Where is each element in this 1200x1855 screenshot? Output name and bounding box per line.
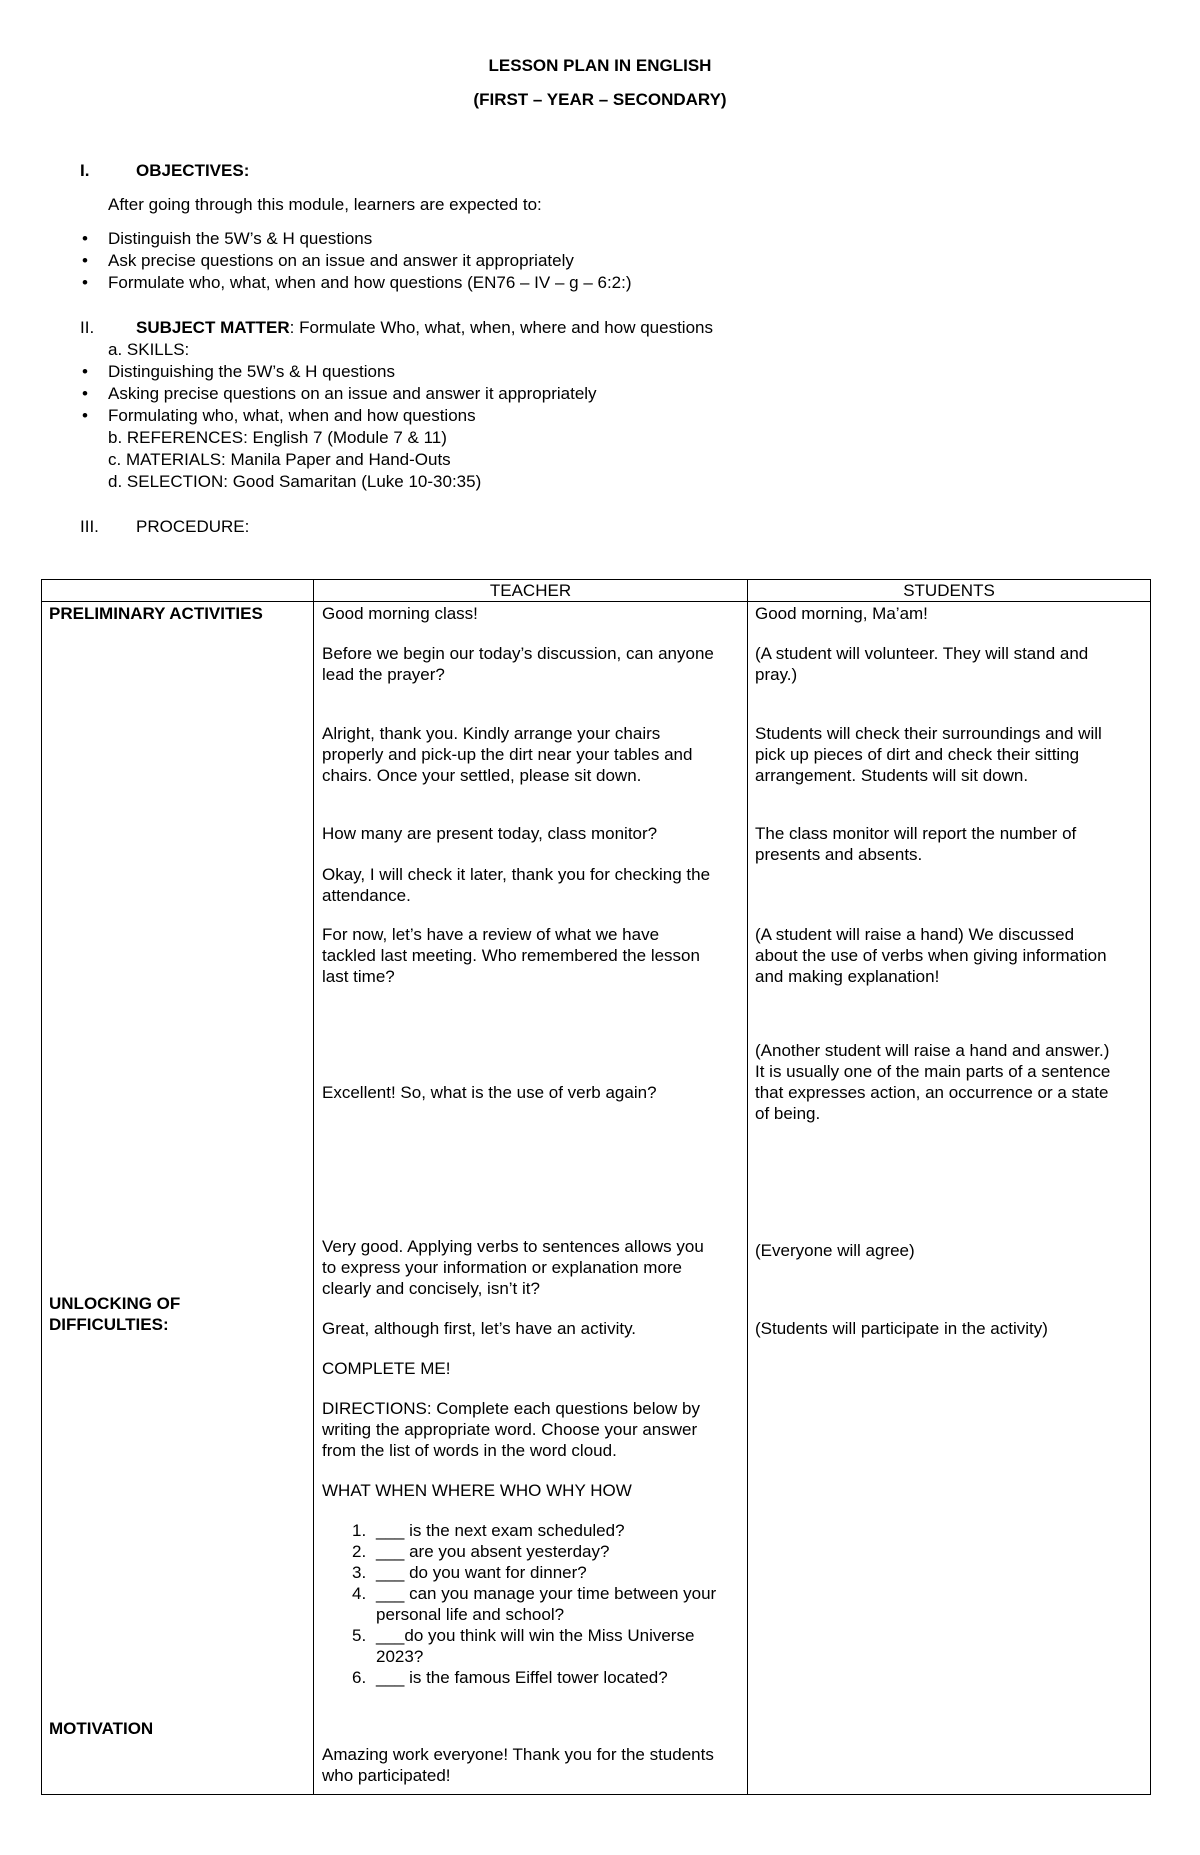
students-raise-line1: (A student will raise a hand) We discussed bbox=[755, 925, 1075, 944]
question-number: 4. bbox=[352, 1584, 367, 1603]
teacher-directions-line2: writing the appropriate word. Choose your answer bbox=[322, 1420, 698, 1439]
teacher-amazing-line1: Amazing work everyone! Thank you for the students bbox=[322, 1745, 714, 1764]
teacher-header: TEACHER bbox=[314, 580, 748, 602]
subject-numeral: II. bbox=[80, 318, 95, 337]
question-text: ___ is the next exam scheduled? bbox=[376, 1521, 625, 1540]
students-monitor-line2: presents and absents. bbox=[755, 845, 923, 864]
question-text-cont: personal life and school? bbox=[376, 1605, 565, 1624]
teacher-review-line2: tackled last meeting. Who remembered the lesson bbox=[322, 946, 700, 965]
table-header-row bbox=[42, 580, 1151, 602]
question-text: ___ do you want for dinner? bbox=[376, 1563, 587, 1582]
document-title: LESSON PLAN IN ENGLISH bbox=[488, 56, 712, 75]
question-number: 6. bbox=[352, 1668, 367, 1687]
section-unlocking-line2: DIFFICULTIES: bbox=[49, 1315, 169, 1334]
students-raise-line2: about the use of verbs when giving information bbox=[755, 946, 1107, 965]
question-number: 2. bbox=[352, 1542, 367, 1561]
objectives-intro: After going through this module, learners are expected to: bbox=[108, 195, 542, 214]
skill-item: • Distinguishing the 5W’s & H questions bbox=[108, 361, 395, 383]
teacher-chairs-line3: chairs. Once your settled, please sit down. bbox=[322, 766, 642, 785]
students-another-line4: of being. bbox=[755, 1104, 821, 1123]
students-monitor-line1: The class monitor will report the number of bbox=[755, 824, 1077, 843]
question-list bbox=[322, 1520, 742, 1688]
students-another-line3: that expresses action, an occurrence or a state bbox=[755, 1083, 1109, 1102]
list-item bbox=[322, 1625, 742, 1667]
teacher-check-line2: attendance. bbox=[322, 886, 411, 905]
teacher-chairs-line1: Alright, thank you. Kindly arrange your chairs bbox=[322, 724, 661, 743]
teacher-verb-question: Excellent! So, what is the use of verb again? bbox=[322, 1083, 657, 1102]
teacher-prayer-line2: lead the prayer? bbox=[322, 665, 445, 684]
objective-item: • Formulate who, what, when and how questions (EN76 – IV – g – 6:2:) bbox=[108, 272, 632, 294]
subject-matter-line bbox=[136, 317, 713, 339]
question-text: ___do you think will win the Miss Universe bbox=[376, 1626, 695, 1645]
references: b. REFERENCES: English 7 (Module 7 & 11) bbox=[108, 428, 447, 447]
students-check-line3: arrangement. Students will sit down. bbox=[755, 766, 1029, 785]
skill-item: • Asking precise questions on an issue and answer it appropriately bbox=[108, 383, 597, 405]
objectives-heading: OBJECTIVES: bbox=[136, 161, 250, 180]
teacher-review-line1: For now, let’s have a review of what we have bbox=[322, 925, 660, 944]
teacher-activity: Great, although first, let’s have an activity. bbox=[322, 1319, 637, 1338]
teacher-good-line3: clearly and concisely, isn’t it? bbox=[322, 1279, 540, 1298]
skill-item: • Formulating who, what, when and how questions bbox=[108, 405, 476, 427]
procedure-numeral: III. bbox=[80, 517, 99, 536]
section-preliminary: PRELIMINARY ACTIVITIES bbox=[49, 604, 263, 623]
teacher-review-line3: last time? bbox=[322, 967, 395, 986]
table-body-row bbox=[42, 602, 1151, 1795]
list-item bbox=[322, 1562, 742, 1583]
teacher-directions-line3: from the list of words in the word cloud. bbox=[322, 1441, 617, 1460]
teacher-word-cloud: WHAT WHEN WHERE WHO WHY HOW bbox=[322, 1481, 632, 1500]
question-text-cont: 2023? bbox=[376, 1647, 424, 1666]
students-greeting: Good morning, Ma’am! bbox=[755, 604, 928, 623]
students-pray-line1: (A student will volunteer. They will stand and bbox=[755, 644, 1089, 663]
header-blank-cell bbox=[42, 580, 314, 602]
teacher-good-line1: Very good. Applying verbs to sentences allows you bbox=[322, 1237, 704, 1256]
section-unlocking-line1: UNLOCKING OF bbox=[49, 1294, 181, 1313]
objective-item: • Distinguish the 5W’s & H questions bbox=[108, 228, 372, 250]
question-number: 3. bbox=[352, 1563, 367, 1582]
list-item bbox=[322, 1667, 742, 1688]
objective-item: • Ask precise questions on an issue and answer it appropriately bbox=[108, 250, 574, 272]
question-number: 5. bbox=[352, 1626, 367, 1645]
students-pray-line2: pray.) bbox=[755, 665, 798, 684]
procedure-heading: PROCEDURE: bbox=[136, 517, 250, 536]
list-item bbox=[322, 1520, 742, 1541]
list-item bbox=[322, 1541, 742, 1562]
students-header: STUDENTS bbox=[748, 580, 1151, 602]
question-text: ___ is the famous Eiffel tower located? bbox=[376, 1668, 668, 1687]
teacher-good-line2: to express your information or explanation more bbox=[322, 1258, 683, 1277]
teacher-directions-line1: DIRECTIONS: Complete each questions below by bbox=[322, 1399, 700, 1418]
subject-heading: SUBJECT MATTER bbox=[136, 318, 290, 337]
subject-text: : Formulate Who, what, when, where and how questions bbox=[289, 318, 713, 337]
objectives-numeral: I. bbox=[80, 161, 90, 180]
selection: d. SELECTION: Good Samaritan (Luke 10-30:35) bbox=[108, 472, 482, 491]
section-motivation: MOTIVATION bbox=[49, 1719, 154, 1738]
teacher-chairs-line2: properly and pick-up the dirt near your tables and bbox=[322, 745, 693, 764]
students-raise-line3: and making explanation! bbox=[755, 967, 940, 986]
students-participate: (Students will participate in the activity) bbox=[755, 1319, 1048, 1338]
document-subtitle: (FIRST – YEAR – SECONDARY) bbox=[473, 90, 727, 109]
question-text: ___ can you manage your time between your bbox=[376, 1584, 717, 1603]
teacher-amazing-line2: who participated! bbox=[322, 1766, 451, 1785]
teacher-prayer-line1: Before we begin our today’s discussion, can anyone bbox=[322, 644, 714, 663]
students-column bbox=[748, 602, 1151, 1795]
teacher-greeting: Good morning class! bbox=[322, 604, 478, 623]
students-another-line2: It is usually one of the main parts of a sentence bbox=[755, 1062, 1111, 1081]
procedure-table bbox=[41, 579, 1151, 1795]
teacher-column bbox=[314, 602, 748, 1795]
students-agree: (Everyone will agree) bbox=[755, 1241, 915, 1260]
section-column bbox=[42, 602, 314, 1795]
materials: c. MATERIALS: Manila Paper and Hand-Outs bbox=[108, 450, 451, 469]
question-number: 1. bbox=[352, 1521, 367, 1540]
students-check-line1: Students will check their surroundings and will bbox=[755, 724, 1102, 743]
teacher-check-line1: Okay, I will check it later, thank you for checking the bbox=[322, 865, 711, 884]
teacher-present: How many are present today, class monitor? bbox=[322, 824, 658, 843]
students-check-line2: pick up pieces of dirt and check their sitting bbox=[755, 745, 1080, 764]
question-text: ___ are you absent yesterday? bbox=[376, 1542, 610, 1561]
list-item bbox=[322, 1583, 742, 1625]
teacher-complete-me: COMPLETE ME! bbox=[322, 1359, 451, 1378]
skills-label: a. SKILLS: bbox=[108, 340, 190, 359]
students-another-line1: (Another student will raise a hand and answer.) bbox=[755, 1041, 1110, 1060]
